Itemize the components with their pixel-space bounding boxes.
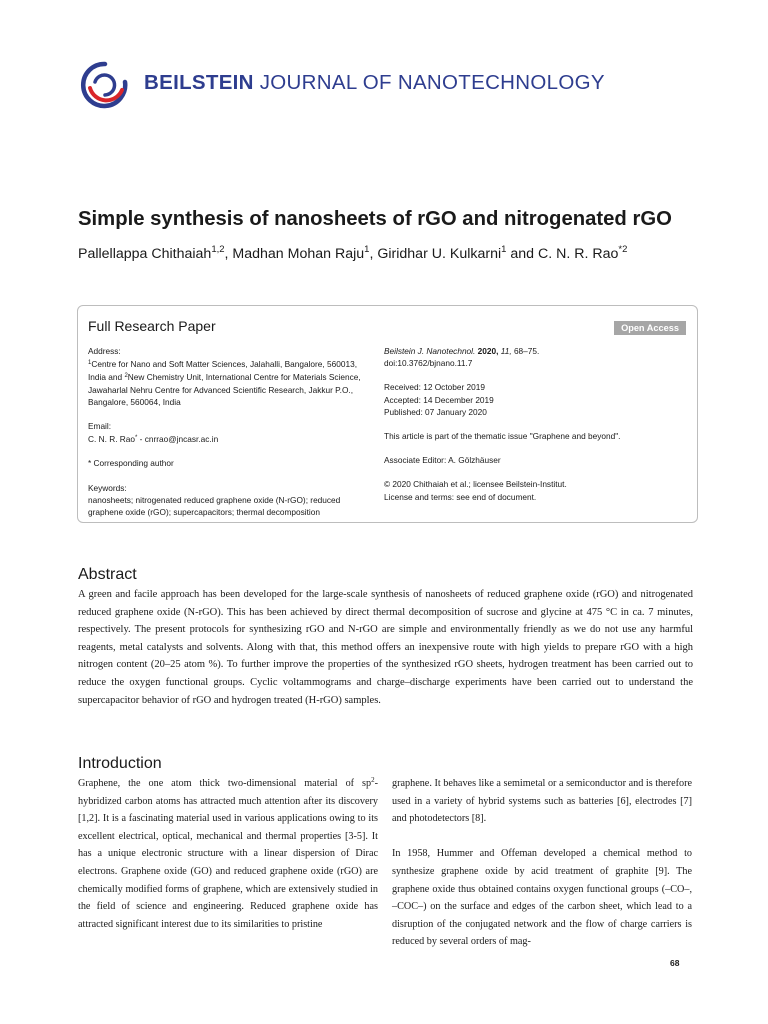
corresponding-author-note: * Corresponding author [88, 458, 174, 469]
introduction-heading: Introduction [78, 755, 162, 772]
author-separator: and [506, 246, 538, 262]
author-affiliation-sup: *2 [618, 244, 628, 255]
info-right-column [384, 345, 684, 503]
address-part-1: Centre for Nano and Soft Matter Sciences, Jalahalli, Bangalore, 560013, India and [88, 359, 358, 383]
introduction-right-column [392, 775, 692, 951]
citation-pages: 68–75. [511, 346, 540, 356]
published-date: Published: 07 January 2020 [384, 406, 487, 417]
paper-type: Full Research Paper [88, 318, 216, 334]
introduction-paragraph-2: In 1958, Hummer and Offeman developed a chemical method to synthesize graphene oxide by acid treatment of graphite [9]. The graphene oxide thus obtained contains oxygen functional groups (–CO–, –COC–) on the surface and edges of the carbon sheet, which lead to a disruption of the conjugated network and the flow of charge carriers is reduced by several orders of mag- [392, 848, 692, 948]
email-address[interactable]: - cnrrao@jncasr.ac.in [137, 434, 219, 445]
author-separator: , [224, 246, 233, 262]
thematic-issue-note: This article is part of the thematic issue "Graphene and beyond". [384, 431, 621, 442]
address-sup-2: 2 [124, 373, 128, 380]
email-name: C. N. R. Rao [88, 434, 136, 445]
citation-journal: Beilstein J. Nanotechnol. [384, 346, 476, 356]
introduction-paragraph-1-cont: graphene. It behaves like a semimetal or a semiconductor and is therefore used in a variety of hybrid systems such as batteries [6], electrodes [7] and photodetectors [8]. [392, 778, 692, 825]
email-label: Email: [88, 421, 112, 432]
introduction-left-column [78, 775, 378, 933]
author-name: Giridhar U. Kulkarni [377, 246, 502, 262]
address-part-2: New Chemistry Unit, International Centre for Materials Science, Jawaharlal Nehru Centre for Advanced Scientific Research, Jakkur P.O., Bangalore, 560064, India [88, 372, 361, 407]
keywords-label: Keywords: [88, 482, 127, 493]
license-line[interactable]: License and terms: see end of document. [384, 491, 537, 502]
email-sup: * [135, 435, 138, 442]
email-line [88, 432, 368, 445]
accepted-date: Accepted: 14 December 2019 [384, 394, 494, 405]
address-text [88, 357, 368, 408]
intro-text-pre: Graphene, the one atom thick two-dimensional material of sp [78, 778, 372, 789]
open-access-badge: Open Access [614, 321, 686, 335]
journal-name [144, 71, 605, 95]
copyright-line: © 2020 Chithaiah et al.; licensee Beilstein-Institut. [384, 479, 567, 490]
intro-sup: 2 [371, 776, 375, 784]
info-left-column [88, 345, 368, 518]
journal-name-bold: BEILSTEIN [144, 71, 254, 94]
author-affiliation-sup: 1 [501, 244, 507, 255]
intro-text-post: -hybridized carbon atoms has attracted much attention after its discovery [1,2]. It is a fascinating material used in various applications owing to its excellent electrical, optical, mechanical and thermal properties [3-5]. It has a unique electronic structure with a linear dispersion of Dirac electrons. Graphene oxide (GO) and reduced graphene oxide (rGO) are chemically modified forms of graphene, which are extensively studied in the field of science and engineering. Reduced graphene oxide has attracted significant interest due to its similarities to pristine [78, 778, 378, 930]
citation-volume: 11, [500, 346, 512, 356]
logo-inner-arc [95, 75, 115, 95]
citation-year: 2020, [477, 346, 499, 356]
journal-logo [80, 60, 130, 110]
article-title: Simple synthesis of nanosheets of rGO and nitrogenated rGO [78, 208, 672, 230]
keywords-text: nanosheets; nitrogenated reduced graphene oxide (N-rGO); reduced graphene oxide (rGO); supercapacitors; thermal decomposition [88, 494, 341, 518]
introduction-paragraph-1 [78, 775, 378, 933]
author-name: C. N. R. Rao [537, 246, 619, 262]
author-list [78, 244, 627, 262]
abstract-text: A green and facile approach has been developed for the large-scale synthesis of nanosheets of reduced graphene oxide (rGO) and nitrogenated reduced graphene oxide (N-rGO). This has been achieved by direct thermal decomposition of sucrose and glycine at 475 °C in ca. 7 minutes, respectively. The present protocols for synthesizing rGO and N-rGO are simple and environmentally friendly as we do not use any harmful reagents, metal catalysts and solvents. Along with that, this method offers an inexpensive route with high yields to prepare rGO with a high nitrogen content (20–25 atom %). To further improve the properties of the synthesized rGO sheets, hydrogen treatment has been carried out to reduce the oxygen functional groups. Cyclic voltammograms and charge–discharge experiments have been carried out to understand the supercapacitor behavior of rGO and hydrogen treated (H-rGO) samples. [78, 589, 693, 706]
author-name: Madhan Mohan Raju [232, 246, 365, 262]
doi-link[interactable]: doi:10.3762/bjnano.11.7 [384, 358, 473, 369]
address-label: Address: [88, 346, 121, 356]
author-name: Pallellappa Chithaiah [78, 246, 212, 262]
author-affiliation-sup: 1,2 [211, 244, 225, 255]
associate-editor: Associate Editor: A. Gölzhäuser [384, 455, 501, 466]
abstract-heading: Abstract [78, 566, 137, 583]
author-separator: , [369, 246, 378, 262]
citation [384, 345, 684, 357]
address-sup-1: 1 [88, 360, 92, 367]
page-number: 68 [670, 958, 680, 968]
received-date: Received: 12 October 2019 [384, 382, 486, 393]
journal-name-rest: JOURNAL OF NANOTECHNOLOGY [253, 71, 605, 94]
author-affiliation-sup: 1 [364, 244, 370, 255]
